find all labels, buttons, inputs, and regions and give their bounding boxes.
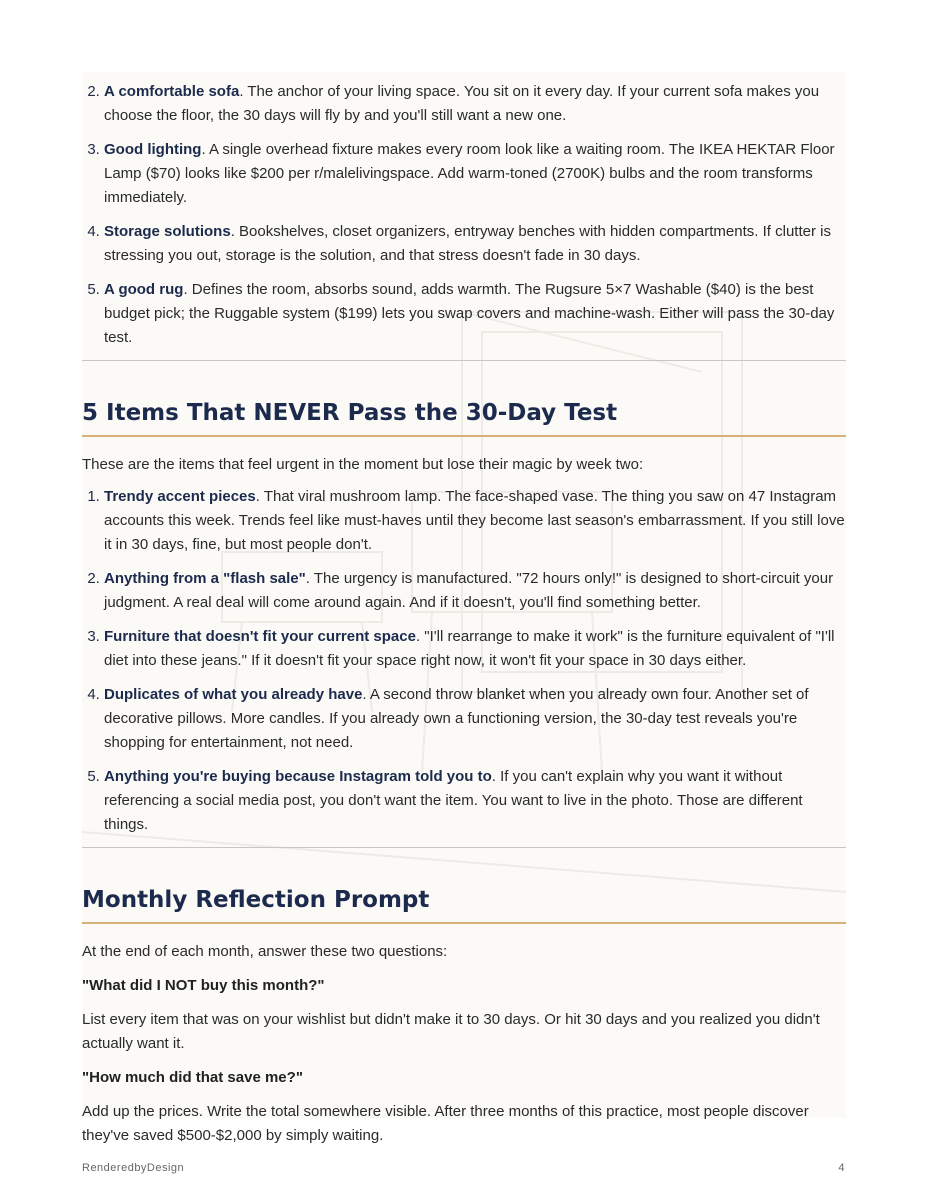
list-item-term: A comfortable sofa: [104, 83, 240, 100]
list-item: [104, 765, 846, 837]
list-item-term: Furniture that doesn't fit your current space: [104, 628, 416, 645]
page-number: 4: [838, 1162, 845, 1174]
list-item-text: . A second throw blanket when you already own four. Another set of decorative pillows. More candles. If you already own a functioning version, the 30-day test reveals you're shopping for entertainment, not need.: [104, 686, 809, 751]
list-item-text: . The urgency is manufactured. "72 hours only!" is designed to short-circuit your judgment. A real deal will come around again. And if it doesn't, you'll find something better.: [104, 570, 834, 611]
reflection-answer-1: List every item that was on your wishlist but didn't make it to 30 days. Or hit 30 days and you realized you didn't actually want it.: [82, 1011, 820, 1052]
list-item-term: Trendy accent pieces: [104, 488, 256, 505]
footer-brand: RenderedbyDesign: [82, 1162, 185, 1174]
reflection-question-2: "How much did that save me?": [82, 1069, 303, 1086]
list-never-items: [82, 485, 846, 837]
section-divider: [82, 360, 846, 361]
list-pass-items: [82, 80, 846, 350]
list-item-term: A good rug: [104, 281, 184, 298]
list-item-text: . "I'll rearrange to make it work" is the furniture equivalent of "I'll diet into these jeans." If it doesn't fit your space right now, it won't fit your space in 30 days either.: [104, 628, 835, 669]
page-footer: [82, 1162, 845, 1174]
list-item: [104, 625, 846, 673]
reflection-answer-2: Add up the prices. Write the total somewhere visible. After three months of this practice, most people discover they've saved $500-$2,000 by simply waiting.: [82, 1103, 809, 1144]
document-body: [82, 80, 846, 1148]
list-item-term: Anything you're buying because Instagram told you to: [104, 768, 492, 785]
list-item: [104, 278, 846, 350]
list-item: [104, 138, 846, 210]
never-intro: These are the items that feel urgent in the moment but lose their magic by week two:: [82, 456, 644, 473]
section-divider: [82, 847, 846, 848]
list-item-text: . The anchor of your living space. You sit on it every day. If your current sofa makes you choose the floor, the 30 days will fly by and you'll still want a new one.: [104, 83, 820, 124]
list-item-text: . Defines the room, absorbs sound, adds warmth. The Rugsure 5×7 Washable ($40) is the best budget pick; the Ruggable system ($199) lets you swap covers and machine-wash. Either will pass the 30-day test.: [104, 281, 835, 346]
list-item-text: . A single overhead fixture makes every room look like a waiting room. The IKEA HEKTAR Floor Lamp ($70) looks like $200 per r/malelivingspace. Add warm-toned (2700K) bulbs and the room transforms immediately.: [104, 141, 835, 206]
section-heading-never: 5 Items That NEVER Pass the 30-Day Test: [82, 401, 846, 437]
reflection-question-1: "What did I NOT buy this month?": [82, 977, 325, 994]
list-item: [104, 80, 846, 128]
list-item: [104, 683, 846, 755]
list-item-text: . Bookshelves, closet organizers, entryway benches with hidden compartments. If clutter is stressing you out, storage is the solution, and that stress doesn't fade in 30 days.: [104, 223, 831, 264]
list-item: [104, 220, 846, 268]
list-item-term: Good lighting: [104, 141, 202, 158]
list-item: [104, 485, 846, 557]
reflection-intro: At the end of each month, answer these two questions:: [82, 943, 448, 960]
section-heading-reflection: Monthly Reflection Prompt: [82, 888, 846, 924]
list-item-text: . If you can't explain why you want it without referencing a social media post, you don't want the item. You want to live in the photo. Those are different things.: [104, 768, 803, 833]
list-item-text: . That viral mushroom lamp. The face-shaped vase. The thing you saw on 47 Instagram accounts this week. Trends feel like must-haves until they become last season's embarrassment. If you still love it in 30 days, fine, but most people don't.: [104, 488, 845, 553]
list-item-term: Storage solutions: [104, 223, 231, 240]
list-item-term: Duplicates of what you already have: [104, 686, 363, 703]
list-item: [104, 567, 846, 615]
list-item-term: Anything from a "flash sale": [104, 570, 306, 587]
